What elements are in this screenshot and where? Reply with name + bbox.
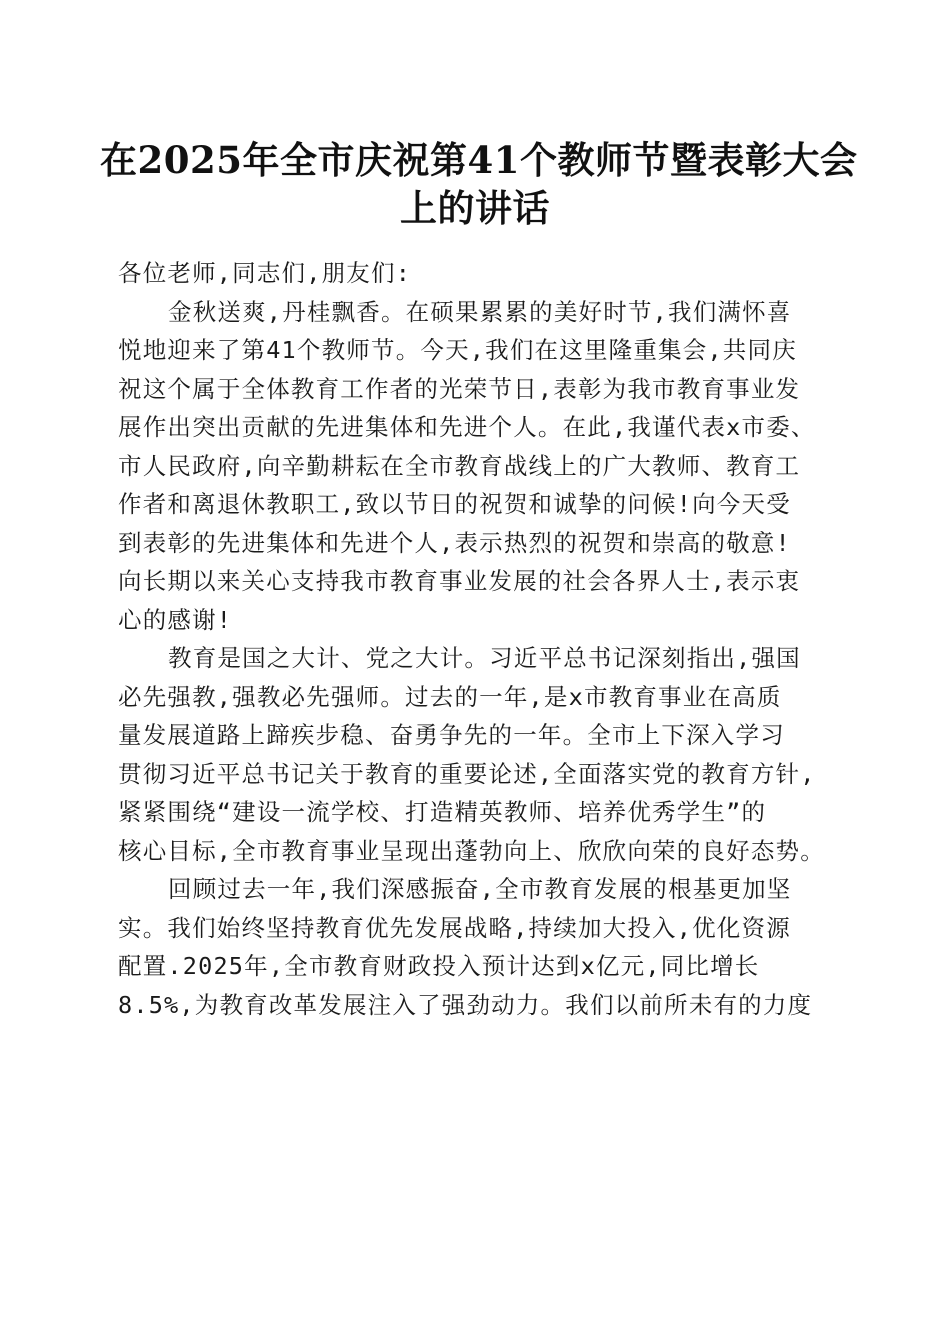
paragraph-line: 教育是国之大计、党之大计。习近平总书记深刻指出,强国	[168, 644, 801, 672]
paragraph-line: 悦地迎来了第41个教师节。今天,我们在这里隆重集会,共同庆	[118, 336, 797, 364]
paragraph-line: 心的感谢!	[118, 605, 233, 634]
paragraph-line: 实。我们始终坚持教育优先发展战略,持续加大投入,优化资源	[118, 913, 791, 942]
paragraph-line: 金秋送爽,丹桂飘香。在硕果累累的美好时节,我们满怀喜	[168, 297, 792, 326]
paragraph-line: 核心目标,全市教育事业呈现出蓬勃向上、欣欣向荣的良好态势。	[118, 836, 825, 865]
document-title	[100, 136, 858, 232]
paragraph-line: 量发展道路上蹄疾步稳、奋勇争先的一年。全市上下深入学习	[118, 721, 785, 749]
document-body	[118, 254, 840, 1024]
paragraph-line: 紧紧围绕“建设一流学校、打造精英教师、培养优秀学生”的	[118, 798, 767, 826]
title-line-1: 在2025年全市庆祝第41个教师节暨表彰大会	[100, 138, 858, 182]
paragraph-line: 作者和离退休教职工,致以节日的祝贺和诚挚的问候!向今天受	[118, 490, 791, 518]
paragraph-line: 回顾过去一年,我们深感振奋,全市教育发展的根基更加坚	[168, 875, 792, 903]
salutation: 各位老师,同志们,朋友们:	[118, 259, 412, 287]
paragraph-line: 配置.2025年,全市教育财政投入预计达到x亿元,同比增长	[118, 952, 760, 980]
paragraph-1	[118, 293, 840, 640]
paragraph-2	[118, 639, 840, 870]
paragraph-line: 到表彰的先进集体和先进个人,表示热烈的祝贺和崇高的敬意!	[118, 528, 791, 557]
paragraph-3	[118, 870, 840, 1024]
paragraph-line: 向长期以来关心支持我市教育事业发展的社会各界人士,表示衷	[118, 567, 801, 595]
paragraph-line: 展作出突出贡献的先进集体和先进个人。在此,我谨代表x市委、	[118, 413, 816, 441]
paragraph-line: 贯彻习近平总书记关于教育的重要论述,全面落实党的教育方针,	[118, 759, 816, 788]
paragraph-line: 市人民政府,向辛勤耕耘在全市教育战线上的广大教师、教育工	[118, 451, 801, 480]
paragraph-line: 祝这个属于全体教育工作者的光荣节日,表彰为我市教育事业发	[118, 374, 801, 403]
paragraph-line: 必先强教,强教必先强师。过去的一年,是x市教育事业在高质	[118, 682, 782, 711]
title-line-2: 上的讲话	[400, 186, 550, 230]
paragraph-line: 8.5%,为教育改革发展注入了强劲动力。我们以前所未有的力度	[118, 990, 813, 1019]
